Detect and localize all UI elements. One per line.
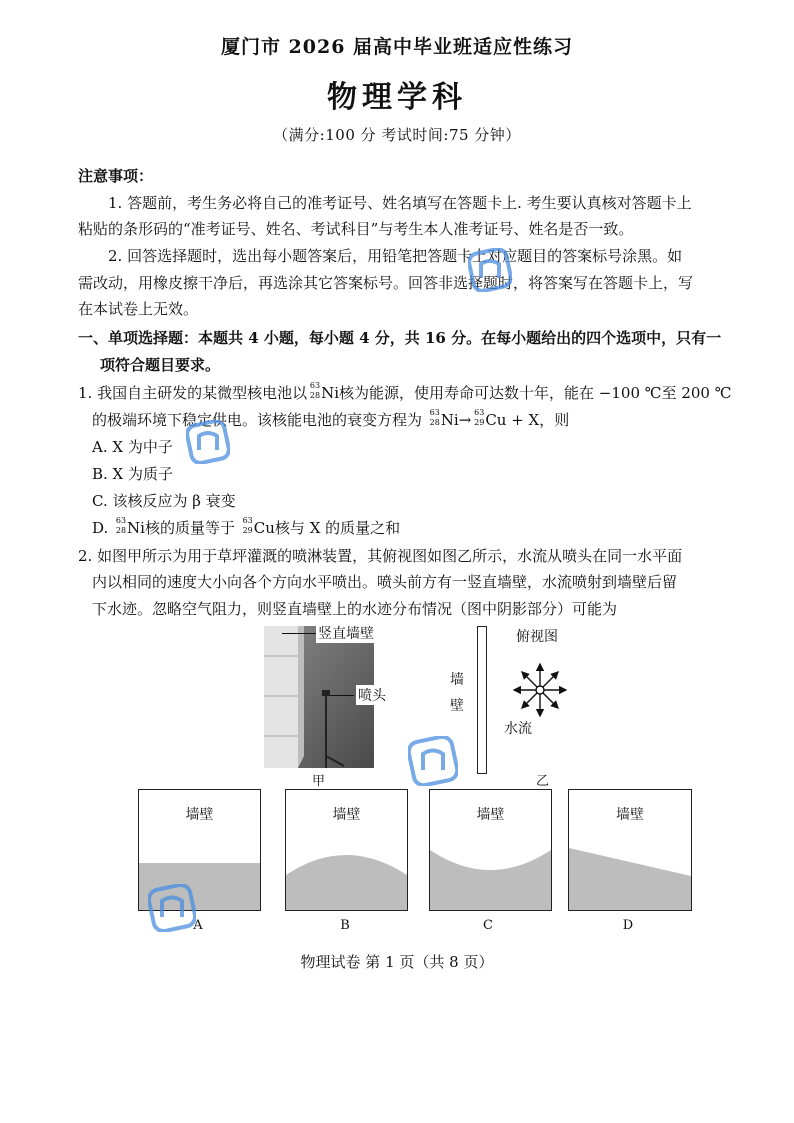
exam-header: 厦门市 2026 届高中毕业班适应性练习 <box>220 36 574 58</box>
watermark-logo-icon <box>186 420 230 464</box>
notes-item: 在本试卷上无效。 <box>78 300 199 318</box>
q1-option-d: D. 63 28 Ni核的质量等于 63 29 Cu核与 X 的质量之和 <box>92 516 401 537</box>
subject-title: 物理学科 <box>327 80 467 115</box>
caption-jia: 甲 <box>312 774 326 789</box>
nuclide-ni: 63 28 <box>309 381 321 400</box>
topview-wall-label: 墙壁 <box>450 672 464 714</box>
topview-wall <box>477 626 487 774</box>
q1-option-c: C. 该核反应为 β 衰变 <box>92 492 236 510</box>
option-d-diagram: 墙壁 <box>568 789 692 911</box>
exam-meta: （满分:100 分 考试时间:75 分钟） <box>273 126 521 144</box>
notes-item: 2. 回答选择题时，选出每小题答案后，用铅笔把答题卡上对应题目的答案标号涂黑。如 <box>108 247 683 265</box>
q2-line3: 下水迹。忽略空气阻力，则竖直墙壁上的水迹分布情况（图中阴影部分）可能为 <box>92 600 618 618</box>
topview-title: 俯视图 <box>516 629 558 645</box>
notes-item: 1. 答题前，考生务必将自己的准考证号、姓名填写在答题卡上. 考生要认真核对答题卡上 <box>108 194 692 212</box>
option-a-diagram: 墙壁 <box>138 789 261 911</box>
option-c-caption: C <box>483 918 493 933</box>
notes-title: 注意事项： <box>78 167 154 185</box>
watermark-logo-icon <box>148 884 196 932</box>
spray-arrows-icon <box>510 660 570 720</box>
option-b-diagram: 墙壁 <box>285 789 408 911</box>
section-heading-cont: 项符合题目要求。 <box>100 356 221 374</box>
option-a-caption: A <box>193 918 203 933</box>
option-d-caption: D <box>622 918 634 933</box>
q1-option-a: A. X 为中子 <box>92 438 173 456</box>
q1-line1: 1. 我国自主研发的某微型核电池以 63 28 Ni核为能源，使用寿命可达数十年，能在 −100 ℃至 200 ℃ <box>78 381 732 402</box>
leader-line <box>282 633 316 634</box>
option-b-caption: B <box>340 918 350 933</box>
q1-option-b: B. X 为质子 <box>92 465 174 483</box>
leader-line <box>330 695 354 696</box>
option-c-diagram: 墙壁 <box>429 789 552 911</box>
section-heading: 一、单项选择题：本题共 4 小题，每小题 4 分，共 16 分。在每小题给出的四个选项中，只有一 <box>78 329 722 347</box>
topview-water-label: 水流 <box>504 721 532 737</box>
q2-line2: 内以相同的速度大小向各个方向水平喷出。喷头前方有一竖直墙壁，水流喷射到墙壁后留 <box>92 573 678 591</box>
page-footer: 物理试卷 第 1 页（共 8 页） <box>300 953 494 971</box>
q1-line2: 的极端环境下稳定供电。该核能电池的衰变方程为 63 28 Ni→ 63 29 Cu + X，则 <box>92 408 570 429</box>
q2-line1: 2. 如图甲所示为用于草坪灌溉的喷淋装置，其俯视图如图乙所示，水流从喷头在同一水平面 <box>78 547 683 565</box>
watermark-logo-icon <box>408 736 458 786</box>
notes-item: 需改动，用橡皮擦干净后，再选涂其它答案标号。回答非选择题时，将答案写在答题卡上，写 <box>78 274 694 292</box>
label-nozzle: 喷头 <box>356 685 388 705</box>
notes-item: 粘贴的条形码的“准考证号、姓名、考试科目”与考生本人准考证号、姓名是否一致。 <box>78 220 634 238</box>
label-vertical-wall: 竖直墙壁 <box>316 623 376 643</box>
caption-yi: 乙 <box>536 774 550 789</box>
watermark-logo-icon <box>468 248 512 292</box>
